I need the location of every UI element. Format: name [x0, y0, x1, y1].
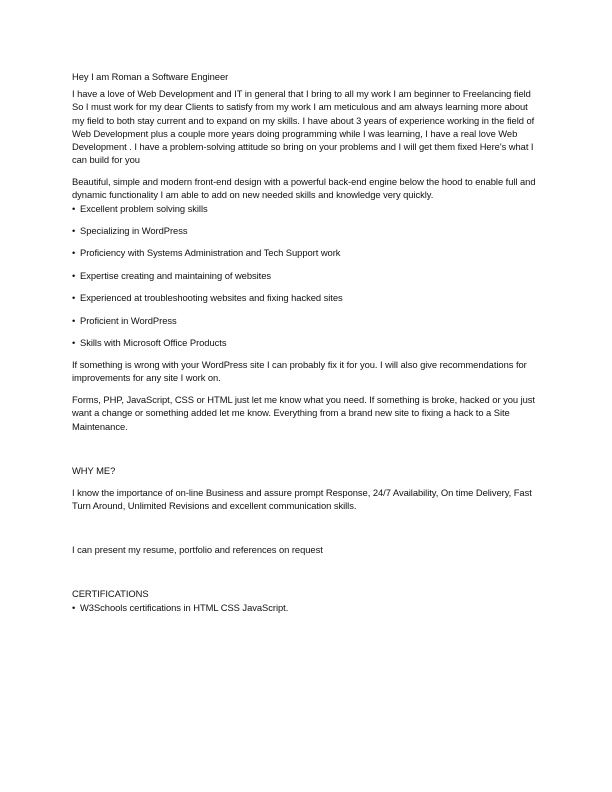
skill-text: Excellent problem solving skills	[80, 202, 208, 214]
bullet-icon: •	[72, 269, 76, 281]
skill-text: Experienced at troubleshooting websites and fixing hacked sites	[80, 292, 343, 304]
document-page	[72, 70, 542, 614]
why-me-paragraph: I know the importance of on-line Business and assure prompt Response, 24/7 Availability, On time Delivery, Fast Turn Around, Unlimited Revisions and excellent communication skills.	[72, 486, 532, 511]
skill-text: Proficient in WordPress	[80, 314, 177, 326]
bullet-icon: •	[72, 247, 76, 259]
design-paragraph: Beautiful, simple and modern front-end design with a powerful back-end engine below the hood to enable full and dynamic functionality I am able to add on new needed skills and knowledge very quickly.	[72, 176, 536, 201]
list-item	[72, 269, 542, 291]
list-item	[72, 336, 542, 349]
skill-text: Proficiency with Systems Administration and Tech Support work	[80, 247, 341, 259]
skill-text: Specializing in WordPress	[80, 225, 188, 237]
bullet-icon: •	[72, 292, 76, 304]
bullet-icon: •	[72, 225, 76, 237]
certifications-list	[72, 601, 542, 614]
forms-paragraph: Forms, PHP, JavaScript, CSS or HTML just let me know what you need. If something is broke, hacked or you just want a change or something added let me know. Everything from a brand new site to fixing a hack to a Site Maintenance.	[72, 394, 535, 432]
list-item	[72, 601, 542, 614]
certification-text: W3Schools certifications in HTML CSS JavaScript.	[80, 601, 289, 613]
bullet-icon: •	[72, 202, 76, 214]
wordpress-paragraph: If something is wrong with your WordPress site I can probably fix it for you. I will also give recommendations for improvements for any site I work on.	[72, 358, 527, 384]
skill-text: Expertise creating and maintaining of websites	[80, 269, 272, 281]
list-item	[72, 202, 542, 224]
intro-heading: Hey I am Roman a Software Engineer	[72, 71, 229, 82]
why-me-heading: WHY ME?	[72, 464, 116, 476]
certifications-heading: CERTIFICATIONS	[72, 588, 149, 600]
skills-list	[72, 202, 542, 350]
resume-line: I can present my resume, portfolio and references on request	[72, 544, 323, 556]
intro-paragraph: I have a love of Web Development and IT in general that I bring to all my work I am beginner to Freelancing field So I must work for my dear Clients to satisfy from my work I am meticulous and am always learning more about my field to both stay current and to expand on my skills. I have about 3 years of experience working in the field of Web Development plus a couple more years doing programming while I was learning, I have a real love Web Development . I have a problem-solving attitude so bring on your problems and I will get them fixed Here's what I can build for you	[72, 88, 535, 166]
bullet-icon: •	[72, 336, 76, 348]
bullet-icon: •	[72, 314, 76, 326]
list-item	[72, 224, 542, 246]
skill-text: Skills with Microsoft Office Products	[80, 336, 227, 348]
list-item	[72, 246, 542, 268]
list-item	[72, 291, 542, 313]
list-item	[72, 314, 542, 336]
bullet-icon: •	[72, 601, 76, 613]
